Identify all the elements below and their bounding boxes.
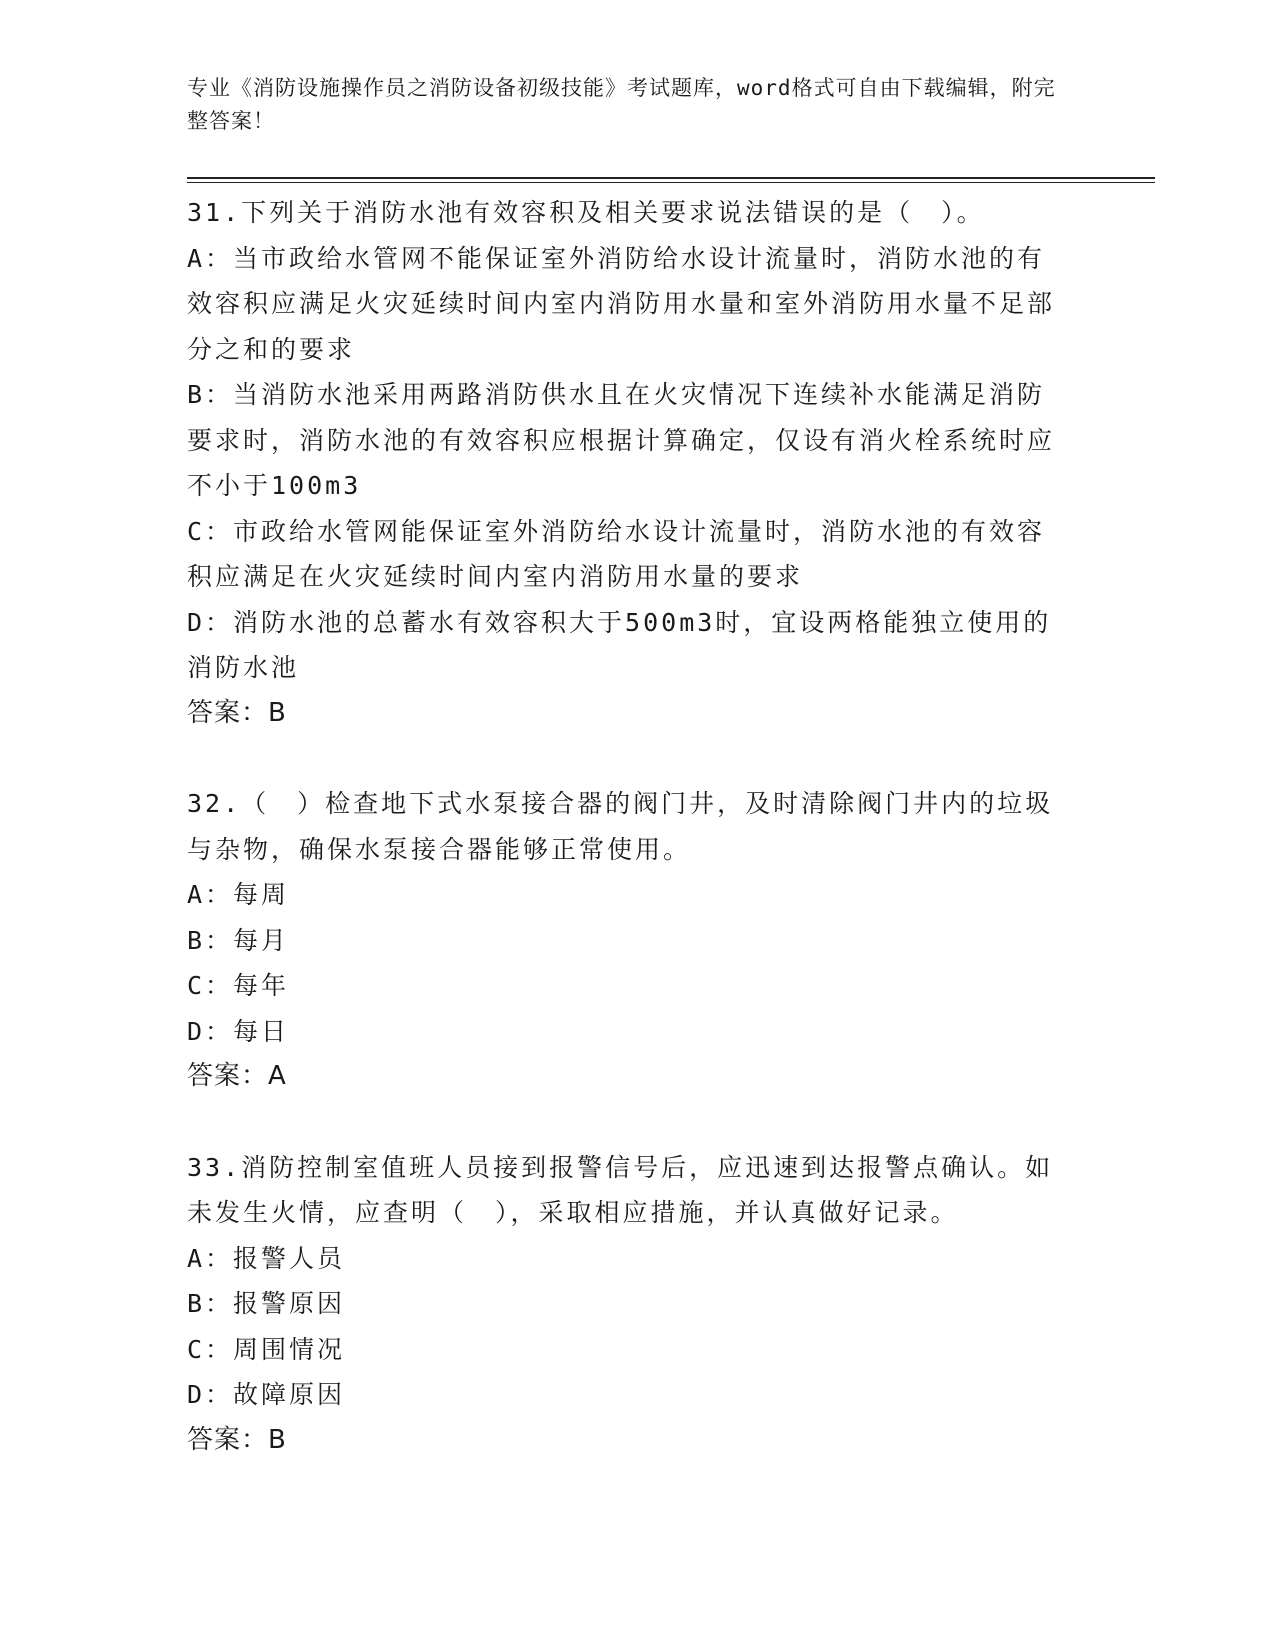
question-stem: 32.（ ）检查地下式水泵接合器的阀门井，及时清除阀门井内的垃圾与杂物，确保水泵接合器能够正常使用。 — [187, 789, 1054, 864]
question-stem: 33.消防控制室值班人员接到报警信号后，应迅速到达报警点确认。如未发生火情，应查明（ ），采取相应措施，并认真做好记录。 — [187, 1152, 1054, 1227]
answer-text: 答案：B — [187, 697, 287, 728]
option-d: D：每日 — [187, 1016, 290, 1046]
option-b: B：每月 — [187, 925, 290, 955]
document-header: 专业《消防设施操作员之消防设备初级技能》考试题库，word格式可自由下载编辑，附完整答案！ — [187, 76, 1056, 133]
question-31 — [187, 190, 1067, 736]
option-a: A：每周 — [187, 880, 290, 909]
option-d: D：消防水池的总蓄水有效容积大于500m3时，宜设两格能独立使用的消防水池 — [187, 607, 1052, 682]
question-spacer — [187, 1100, 1067, 1145]
answer-text: 答案：A — [187, 1061, 287, 1091]
option-c: C：市政给水管网能保证室外消防给水设计流量时，消防水池的有效容积应满足在火灾延续时间内室内消防用水量的要求 — [187, 516, 1046, 591]
question-33 — [187, 1145, 1067, 1464]
answer-text: 答案：B — [187, 1424, 287, 1455]
header-divider-thin — [187, 182, 1155, 183]
option-c: C：周围情况 — [187, 1334, 346, 1364]
option-b: B：当消防水池采用两路消防供水且在火灾情况下连续补水能满足消防要求时，消防水池的有效容积应根据计算确定，仅设有消火栓系统时应不小于100m3 — [187, 380, 1056, 500]
header-divider-thick — [187, 177, 1155, 179]
option-c: C：每年 — [187, 971, 290, 1000]
question-stem: 31.下列关于消防水池有效容积及相关要求说法错误的是（ ）。 — [187, 198, 985, 227]
question-list — [187, 190, 1067, 1463]
option-a: A：当市政给水管网不能保证室外消防给水设计流量时，消防水池的有效容积应满足火灾延续时间内室内消防用水量和室外消防用水量不足部分之和的要求 — [187, 243, 1056, 364]
question-spacer — [187, 736, 1067, 781]
option-a: A：报警人员 — [187, 1243, 346, 1273]
option-d: D：故障原因 — [187, 1380, 346, 1409]
option-b: B：报警原因 — [187, 1289, 346, 1318]
question-32 — [187, 781, 1067, 1100]
